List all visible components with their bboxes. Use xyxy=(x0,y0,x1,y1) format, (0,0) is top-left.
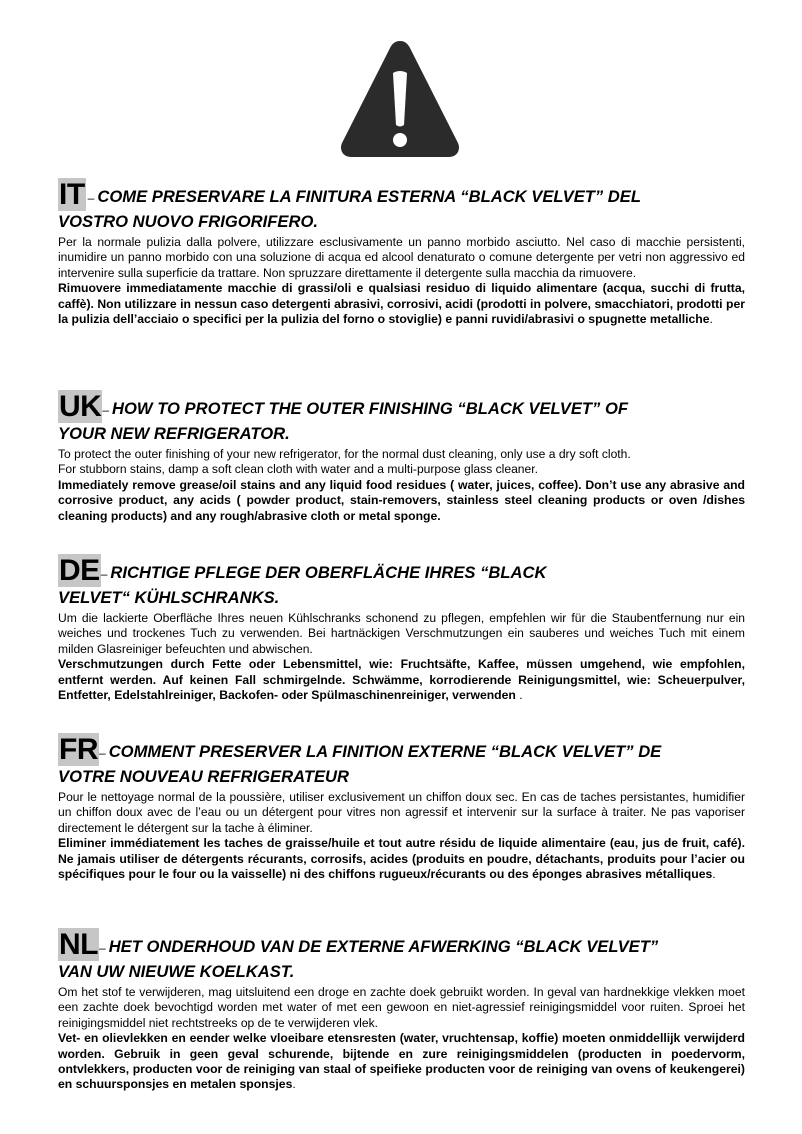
title-line-2: VOSTRO NUOVO FRIGORIFERO. xyxy=(58,212,318,231)
bold-text: Eliminer immédiatement les taches de graisse/huile et tout autre résidu de liquide alimentaire (eau, jus de fruit, café). Ne jamais utiliser de détergents récurants, corrosifs, acides (produits en poudre, détachants, produits pour l’acier ou spécifiques pour le four ou la vaisselle) ni des chiffons rugueux/récurants ou des éponges abrasives métalliques xyxy=(58,836,745,882)
bold-paragraph xyxy=(58,657,745,703)
bold-text: Vet- en olievlekken en eender welke vloeibare etensresten (water, vruchtensap, koffie) moeten onmiddellijk verwijderd worden. Gebruik in geen geval schurende, bijtende en zure reinigingsmiddelen (producten in poedervorm, ontvlekkers, producten voor de reiniging van staal of speifieke producten voor de reiniging van ovens of keukengerei) en schuursponsjes en metalen sponsjes xyxy=(58,1031,745,1092)
section-heading xyxy=(58,392,745,445)
heading-dash: – xyxy=(100,567,108,581)
bold-text: Rimuovere immediatamente macchie di grassi/oli e qualsiasi residuo di liquido alimentare (acqua, succhi di frutta, caffè). Non utilizzare in nessun caso detergenti abrasivi, corrosivi, acidi (prodotti in polvere, smacchiatori, prodotti per la pulizia dell’acciaio o specifici per la pulizia del forno o stoviglie) e panni ruvidi/abrasivi o spugnette metalliche xyxy=(58,281,745,327)
title-line-1: COME PRESERVARE LA FINITURA ESTERNA “BLACK VELVET” DEL xyxy=(97,187,641,206)
heading-dash: – xyxy=(87,191,95,205)
warning-icon xyxy=(337,37,463,161)
language-code: NL xyxy=(59,928,98,961)
title-line-1: HOW TO PROTECT THE OUTER FINISHING “BLACK VELVET” OF xyxy=(112,399,628,418)
section-uk xyxy=(58,392,745,524)
language-code: FR xyxy=(59,733,98,766)
section-it xyxy=(58,180,745,327)
section-heading xyxy=(58,556,745,609)
section-nl xyxy=(58,930,745,1093)
title-line-1: HET ONDERHOUD VAN DE EXTERNE AFWERKING “BLACK VELVET” xyxy=(108,937,659,956)
title-line-2: VAN UW NIEUWE KOELKAST. xyxy=(58,962,295,981)
normal-paragraph: Per la normale pulizia dalla polvere, utilizzare esclusivamente un panno morbido asciutto. Nel caso di macchie persistenti, inumidire un panno morbido con una soluzione di acqua ed alcool denaturato o comune detergente per vetri non aggressivo ed intervenire sulla superficie da trattare. Non spruzzare direttamente il detergente sulla macchia da rimuovere. xyxy=(58,235,745,280)
bold-paragraph xyxy=(58,478,745,524)
section-de xyxy=(58,556,745,703)
section-heading xyxy=(58,735,745,788)
normal-paragraph: Pour le nettoyage normal de la poussière, utiliser exclusivement un chiffon doux sec. En cas de taches persistantes, humidifier un chiffon doux avec de l’eau ou un détergent pour vitres non agressif et intervenir sur la surface à traiter. Ne pas vaporiser directement le détergent sur la tache à éliminer. xyxy=(58,790,745,835)
title-line-2: YOUR NEW REFRIGERATOR. xyxy=(58,424,290,443)
title-line-2: VOTRE NOUVEAU REFRIGERATEUR xyxy=(58,767,350,786)
bold-text: Immediately remove grease/oil stains and any liquid food residues ( water, juices, coffee). Don’t use any abrasive and corrosive product, any acids ( powder product, stain-removers, stainless steel cleaning products or oven /dishes cleaning products) and any rough/abrasive cloth or metal sponge. xyxy=(58,477,745,523)
normal-paragraph: Um die lackierte Oberfläche Ihres neuen Kühlschranks schonend zu pflegen, empfehlen wir für die Staubentfernung nur ein weiches und trockenes Tuch zu verwenden. Bei hartnäckigen Verschmutzungen ein sauberes und weiches Tuch mit einem milden Glasreiniger befeuchten und abwischen. xyxy=(58,611,745,656)
title-line-2: VELVET“ KÜHLSCHRANKS. xyxy=(58,588,280,607)
title-line-1: COMMENT PRESERVER LA FINITION EXTERNE “BLACK VELVET” DE xyxy=(108,742,662,761)
heading-dash: – xyxy=(102,403,110,417)
language-code: IT xyxy=(59,178,85,211)
language-code: DE xyxy=(59,554,100,587)
section-fr xyxy=(58,735,745,882)
bold-paragraph xyxy=(58,836,745,882)
section-heading xyxy=(58,930,745,983)
normal-paragraph: To protect the outer finishing of your new refrigerator, for the normal dust cleaning, only use a dry soft cloth. For stubborn stains, damp a soft clean cloth with water and a multi-purpose glass cleaner. xyxy=(58,447,631,477)
bold-paragraph xyxy=(58,281,745,327)
bold-text: Verschmutzungen durch Fette oder Lebensmittel, wie: Fruchtsäfte, Kaffee, müssen umgehend, wie empfohlen, entfernt werden. Auf keinen Fall schmirgelnde. Schwämme, korrodierende Reinigungsmittel, wie: Scheuerpulver, Entfetter, Edelstahlreiniger, Backofen- oder Spülmaschinenreiniger, verwenden xyxy=(58,657,745,703)
bold-paragraph xyxy=(58,1031,745,1093)
bold-end: . xyxy=(292,1077,296,1092)
bold-end: . xyxy=(709,312,713,327)
heading-dash: – xyxy=(99,746,106,760)
heading-dash: – xyxy=(99,941,106,955)
bold-end: . xyxy=(712,867,716,882)
bold-end: . xyxy=(515,688,523,703)
normal-paragraph: Om het stof te verwijderen, mag uitsluitend een droge en zachte doek gebruikt worden. In geval van hardnekkige vlekken moet een zachte doek bevochtigd worden met water of met een gewoon en niet-agressief reinigingsmiddel voor ruiten. Sproei het reinigingsmiddel niet rechtstreeks op de te verwijderen vlek. xyxy=(58,985,745,1030)
title-line-1: RICHTIGE PFLEGE DER OBERFLÄCHE IHRES “BLACK xyxy=(110,563,547,582)
section-heading xyxy=(58,180,745,233)
language-code: UK xyxy=(59,390,102,423)
